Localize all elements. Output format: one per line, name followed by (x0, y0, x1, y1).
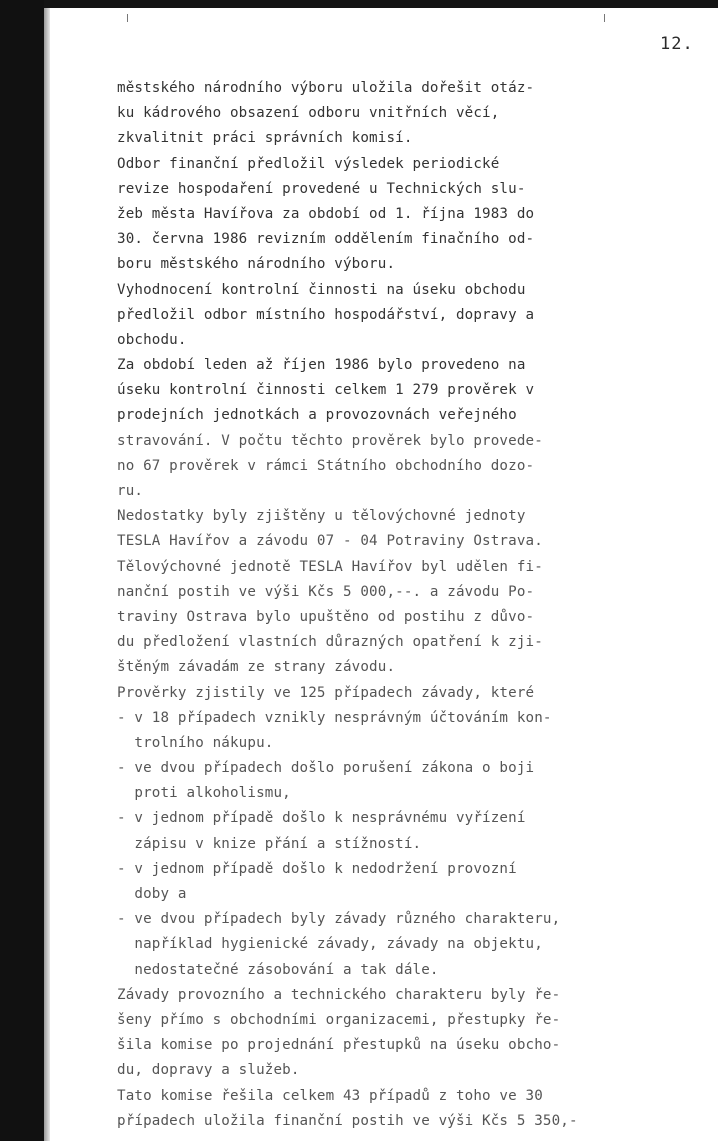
text-line: Vyhodnocení kontrolní činnosti na úseku obchodu (117, 281, 526, 298)
page-number: 12. (660, 34, 694, 54)
text-line: případech uložila finanční postih ve výši Kčs 5 350,- (117, 1112, 578, 1129)
list-item: - ve dvou případech došlo porušení zákona o boji (117, 760, 535, 777)
text-line: Prověrky zjistily ve 125 případech závady, které (117, 684, 535, 701)
text-line: boru městského národního výboru. (117, 256, 396, 273)
text-line: nanční postih ve výši Kčs 5 000,--. a závodu Po- (117, 583, 535, 600)
text-line: šeny přímo s obchodními organizacemi, přestupky ře- (117, 1011, 561, 1028)
list-item-continuation: proti alkoholismu, (117, 785, 291, 802)
text-line: zkvalitnit práci správních komisí. (117, 130, 413, 147)
text-line: stravování. V počtu těchto prověrek bylo provede- (117, 432, 543, 449)
list-item-continuation: trolního nákupu. (117, 734, 274, 751)
text-line: předložil odbor místního hospodářství, dopravy a (117, 306, 535, 323)
text-line: ku kádrového obsazení odboru vnitřních věcí, (117, 105, 500, 122)
list-item: - ve dvou případech byly závady různého charakteru, (117, 911, 561, 928)
text-line: Za období leden až říjen 1986 bylo provedeno na (117, 357, 526, 374)
text-line: Nedostatky byly zjištěny u tělovýchovné jednoty (117, 508, 526, 525)
text-line: du předložení vlastních důrazných opatření k zji- (117, 634, 543, 651)
text-line: prodejních jednotkách a provozovnách veřejného (117, 407, 517, 424)
list-item: - v jednom případě došlo k nedodržení provozní (117, 860, 517, 877)
text-line: Závady provozního a technického charakteru byly ře- (117, 986, 561, 1003)
text-line: štěným závadám ze strany závodu. (117, 659, 396, 676)
scan-top-border (0, 0, 718, 8)
list-item-continuation: zápisu v knize přání a stížností. (117, 835, 422, 852)
list-item-continuation: doby a (117, 886, 187, 902)
page-edge-shadow (44, 8, 50, 1141)
list-item-continuation: například hygienické závady, závady na objektu, (117, 936, 543, 953)
list-item: - v 18 případech vznikly nesprávným účtováním kon- (117, 709, 552, 726)
text-line: traviny Ostrava bylo upuštěno od postihu z důvo- (117, 608, 535, 625)
text-line: šila komise po projednání přestupků na úseku obcho- (117, 1037, 561, 1054)
scan-left-border (0, 0, 44, 1141)
text-line: du, dopravy a služeb. (117, 1062, 300, 1079)
text-line: ru. (117, 483, 144, 499)
text-line: 30. června 1986 revizním oddělením finačního od- (117, 231, 535, 248)
text-line: Odbor finanční předložil výsledek periodické (117, 155, 500, 172)
text-line: Tělovýchovné jednotě TESLA Havířov byl udělen fi- (117, 558, 543, 575)
text-line: úseku kontrolní činnosti celkem 1 279 prověrek v (117, 382, 535, 399)
text-line: městského národního výboru uložila dořešit otáz- (117, 80, 535, 96)
list-item-continuation: nedostatečné zásobování a tak dále. (117, 961, 439, 978)
list-item: - v jednom případě došlo k nesprávnému vyřízení (117, 810, 526, 827)
typewritten-body-text (117, 76, 677, 1134)
text-line: Tato komise řešila celkem 43 případů z toho ve 30 (117, 1087, 543, 1104)
text-line: TESLA Havířov a závodu 07 - 04 Potraviny Ostrava. (117, 533, 543, 550)
text-line: žeb města Havířova za období od 1. října 1983 do (117, 205, 535, 222)
text-line: obchodu. (117, 331, 187, 348)
margin-tick-mark (604, 14, 605, 22)
text-line: no 67 prověrek v rámci Státního obchodního dozo- (117, 457, 535, 474)
margin-tick-mark (127, 14, 128, 22)
text-line: revize hospodaření provedené u Technických slu- (117, 180, 526, 197)
